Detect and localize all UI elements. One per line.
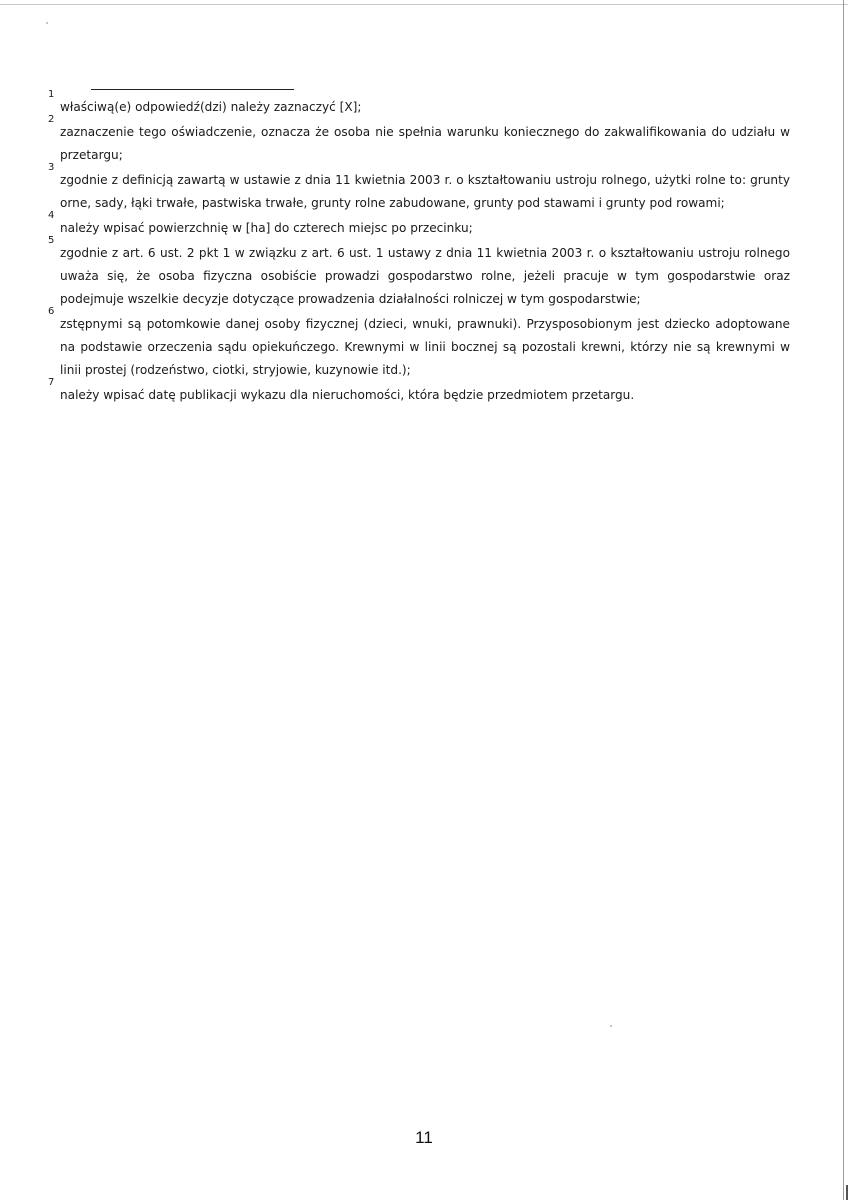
footnote-number: 4 — [48, 210, 55, 221]
footnote-2 — [48, 114, 790, 167]
footnote-text: zgodnie z definicją zawartą w ustawie z dnia 11 kwietnia 2003 r. o kształtowaniu ustroju rolnego, użytki rolne to: grunty orne, sady, łąki trwałe, pastwiska trwałe, grunty rolne zabudowane, grunty pod stawami i grunty pod rowami; — [60, 173, 790, 210]
footnote-1 — [48, 89, 790, 119]
footnote-number: 5 — [48, 235, 55, 246]
scan-speck — [46, 22, 48, 24]
scan-border-top — [0, 4, 848, 5]
page-number: 11 — [415, 1128, 433, 1147]
footnote-number: 3 — [48, 162, 55, 173]
footnote-5 — [48, 235, 790, 311]
footnote-text: zaznaczenie tego oświadczenie, oznacza że osoba nie spełnia warunku koniecznego do zakwalifikowania do udziału w przetargu; — [60, 125, 790, 162]
footnote-separator — [91, 89, 294, 90]
footnote-text: należy wpisać datę publikacji wykazu dla nieruchomości, która będzie przedmiotem przetargu. — [60, 388, 635, 402]
footnote-number: 1 — [48, 89, 55, 100]
footnote-text: zgodnie z art. 6 ust. 2 pkt 1 w związku z art. 6 ust. 1 ustawy z dnia 11 kwietnia 2003 r. o kształtowaniu ustroju rolnego uważa się, że osoba fizyczna osobiście prowadzi gospodarstwo rolne, jeżeli pracuje w tym gospodarstwie oraz podejmuje wszelkie decyzje dotyczące prowadzenia działalności rolniczej w tym gospodarstwie; — [60, 246, 790, 306]
footnote-text: zstępnymi są potomkowie danej osoby fizycznej (dzieci, wnuki, prawnuki). Przysposobionym jest dziecko adoptowane na podstawie orzeczenia sądu opiekuńczego. Krewnymi w linii bocznej są pozostali krewni, którzy nie są krewnymi w linii prostej (rodzeństwo, ciotki, stryjowie, kuzynowie itd.); — [60, 317, 790, 377]
footnote-7 — [48, 377, 790, 407]
footnote-text: właściwą(e) odpowiedź(dzi) należy zaznaczyć [X]; — [60, 100, 362, 114]
footnote-3 — [48, 162, 790, 215]
footnotes-list — [48, 89, 790, 409]
footnote-6 — [48, 306, 790, 382]
footnote-text: należy wpisać powierzchnię w [ha] do czterech miejsc po przecinku; — [60, 221, 473, 235]
footnote-number: 6 — [48, 306, 55, 317]
scan-speck — [610, 1025, 612, 1027]
footnote-number: 2 — [48, 114, 55, 125]
footnote-number: 7 — [48, 377, 55, 388]
scan-border-right — [843, 0, 844, 1200]
footnote-4 — [48, 210, 790, 240]
